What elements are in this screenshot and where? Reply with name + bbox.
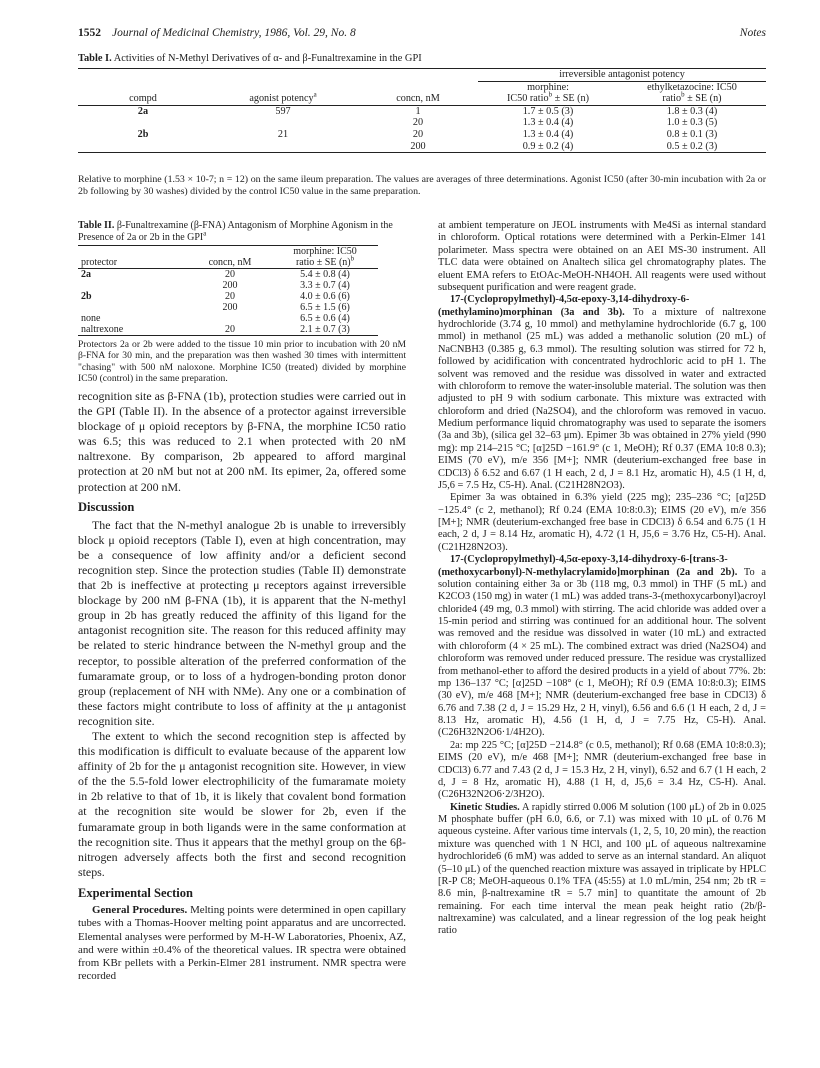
general-procedures-paragraph: General Procedures. Melting points were determined in open capillary tubes with a Thomas-Hoover melting point apparatus and are uncorrected. Elemental analyses were performed by M-H-W Laboratories, Phoenix, AZ, and were within ±0.4% of the theoretical values. IR spectra were obtained from KBr pellets with a Perkin-Elmer 281 instrument. NMR spectra were recorded — [78, 903, 407, 983]
kinetic-studies-paragraph: Kinetic Studies. A rapidly stirred 0.006 M solution (100 μL) of 2b in 0.025 M phosphate buffer (pH 6.0, 6.6, or 7.1) was mixed with 10 μL of 0.76 M aqueous cysteine. After various time intervals (1, 2, 5, 10, 20 min), the reaction mixture was quenched with 1 N HCl, and 100 μL of aqueous naltrexamine hydrochloride6 (6 mM) was added to serve as an internal standard. An aliquot (5–10 μL) of the quenched reaction mixture was assayed in triplicate by HPLC [R-P C8; MeOH-aqueous 0.1% TFA (45:55) at 1.0 mL/min, 254 nm; 2b tR = 8.6 min, β-naltrexamine tR = 5.7 min] to quantitate the amount of 2b remaining. For each time interval the mean peak height ratio (2b/β-naltrexamine) was calculated, and a linear regression of the log peak height ratio — [438, 801, 767, 937]
intro-paragraph: recognition site as β-FNA (1b), protection studies were carried out in the GPI (Table II). In the absence of a protector against irreversible blockage of μ opioid receptors by β-FNA, the morphine IC50 ratio was 6.5; this was reduced to 2.1 when protected with 20 nM naltrexone. By comparison, 2b appeared to afford marginal protection at 20 nM but not at 200 nM. Its epimer, 2a, offered some protection at 200 nM. — [78, 389, 407, 494]
table-row: 200 0.9 ± 0.2 (4) 0.5 ± 0.2 (3) — [78, 141, 766, 153]
journal-citation: Journal of Medicinal Chemistry, 1986, Vol. 29, No. 8 — [112, 27, 356, 39]
table2-header-ratio: ratio ± SE $(n)^b$ — [272, 257, 378, 269]
table1-header-concn: concn, nM — [358, 93, 478, 105]
table1-header-morphine: morphine: — [527, 81, 569, 93]
table1-title: Activities of N-Methyl Derivatives of α- and β-Funaltrexamine in the GPI — [113, 53, 422, 64]
table1-header-morphine-ratio: IC50 ratio$^b$ ± SE (n) — [478, 93, 618, 105]
table-row: 2a 20 5.4 ± 0.8 (4) — [81, 269, 350, 281]
table1-header-compd: compd — [78, 93, 208, 105]
table1-spanner: irreversible antagonist potency — [478, 69, 766, 82]
table-row: naltrexone 20 2.1 ± 0.7 (3) — [78, 324, 378, 336]
table1-header-agonist: agonist potency$^a$ — [208, 93, 358, 105]
table-row: 2b 21 20 1.3 ± 0.4 (4) 0.8 ± 0.1 (3) — [137, 128, 718, 140]
table2-label: Table II. — [78, 220, 115, 231]
table-row: 200 6.5 ± 1.5 (6) — [222, 302, 350, 314]
left-column — [78, 220, 406, 984]
table1-header-ekc: ethylketazocine: IC50 — [647, 81, 737, 93]
discussion-paragraph-1: The fact that the N-methyl analogue 2b is unable to irreversibly block μ opioid receptors (Table I), even at high concentration, may be a consequence of low affinity and/or a deficient second recognition step. Since the protection studies (Table II) demonstrate that 2b is ineffective at protecting μ receptors against irreversible blockage by 200 nM β-FNA (1b), it is apparent that the N-methyl group in 2b has greatly reduced the affinity of this ligand for the antagonist recognition site. The reason for this reduced affinity may be related to steric hindrance between the N-methyl group and the receptor, to possible alteration of the preferred conformation of the fumaramate group, or to loss of a hydrogen-bonding proton donor group (replacement of NH with NMe). Any one or a combination of these factors might contribute to loss of affinity at the μ antagonist recognition site. — [78, 517, 406, 728]
synthesis-2-paragraph: 17-(Cyclopropylmethyl)-4,5α-epoxy-3,14-dihydroxy-6-[trans-3-(methoxycarbonyl)-N-methylacrylamido]morphinan (2a and 2b). To a solution containing either 3a or 3b (118 mg, 0.3 mmol) in THF (5 mL) and K2CO3 (150 mg) in water (1 mL) was added trans-3-(methoxycarbonyl)acroyl chloride4 (49 mg, 0.3 mmol) with stirring. The acid chloride was added over a 15-min period and stirring was continued for an additional hour. The solvent was removed and the residue was dissolved in water (10 mL) and extracted with chloroform (4 × 25 mL). The combined extract was dried (Na2SO4) and chloroform was removed under reduced pressure. The residue was crystallized from methanol-ether to afford the desired products in a yield of about 77%. 2b: mp 136–137 °C; [α]25D −108° (c 1, MeOH); Rf 0.9 (EMA 10:8:0.3); EIMS (30 eV), m/e 468 [M+]; NMR (deuterium-exchanged free base in CDCl3) δ 6.76 and 7.38 (2 d, J = 15.29 Hz, 2 H, vinyl), 6.56 and 6.6 (1 H each, 2 d, J = 8.13 Hz, aromatic H), 4.56 (1 H, d, J = 7.75 Hz, C5-H). Anal. (C26H32N2O6·1/4H2O). — [438, 554, 767, 739]
table2 — [78, 245, 378, 336]
right-column — [438, 220, 766, 938]
running-header — [78, 27, 766, 43]
table2-header-protector: protector — [78, 257, 188, 269]
table1-footnote: Relative to morphine (1.53 × 10-7; n = 12) on the same ileum preparation. The values are averages of three determinations. Agonist IC50 (after 30-min incubation with 2a or 2b following by 30 washes) divided by the control IC50 value in the same preparation. — [78, 174, 766, 198]
table1 — [78, 68, 766, 153]
discussion-paragraph-2: The extent to which the second recognition step is affected by this modification is difficult to evaluate because of the apparent low affinity of 2b for the μ antagonist recognition site. However, in view of the the 5.5-fold lower electrophilicity of the fumaramate moiety in 2b relative to that of 1b, it is likely that covalent bond formation at the recognition site would be slower for 2b, even if the fumaramate group in both ligands were in the same conformation at the recognition site. Thus it appears that the methyl group on the 6β-nitrogen adversely affects both the first and second recognition steps. — [78, 728, 406, 879]
table-row: 20 1.3 ± 0.4 (4) 1.0 ± 0.3 (5) — [412, 117, 718, 129]
experimental-heading: Experimental Section — [78, 885, 193, 900]
table-row: 200 3.3 ± 0.7 (4) — [222, 280, 350, 292]
synthesis-3-paragraph: 17-(Cyclopropylmethyl)-4,5α-epoxy-3,14-dihydroxy-6-(methylamino)morphinan (3a and 3b). To a mixture of naltrexone hydrochloride (3.74 g, 10 mmol) and methylamine hydrochloride (6.7 g, 100 mmol) in methanol (25 mL) was added a methanolic solution (20 mL) of NaCNBH3 (0.385 g, 6.3 mmol). The resulting solution was stirred for 72 h, followed by acidification with concentrated hydrochloric acid to pH 1. The solvent was removed and the residue was dissolved in water and extracted with chloroform to remove the water-insoluble material. The solution was then adjusted to pH 9 with sodium carbonate. This mixture was extracted with chloroform and dried (Na2SO4), and the chloroform was removed in vacuo. Medium performance liquid chromatography was used to separate the isomers (3a and 3b), (silica gel 32–63 μm). Epimer 3b was obtained in 27% yield (990 mg): mp 214–215 °C; [α]25D −161.9° (c 1, MeOH); Rf 0.37 (EMA 10:8 0.3); EIMS (70 eV), m/e 356 [M+]; NMR (deuterium-exchanged free base in CDCl3) δ 6.52 and 6.67 (1 H each, 2 d, J = 8.1 Hz, aromatic H), 4.5 (1 H, d, J5,6 = 7.5 Hz, C5-H). Anal. (C21H28N2O3). — [438, 294, 767, 491]
table2-header-morphine: morphine: IC50 — [272, 246, 378, 258]
table1-label: Table I. — [78, 53, 112, 64]
table-row: 2a 597 1 1.7 ± 0.5 (3) 1.8 ± 0.3 (4) — [137, 105, 718, 117]
table1-caption — [78, 53, 766, 64]
table2-footnote: Protectors 2a or 2b were added to the tissue 10 min prior to incubation with 20 nM β-FNA for 30 min, and the preparation was then washed 30 times with intermittent "chasing" with 500 nM naloxone. Morphine IC50 (treated) divided by morphine IC50 (control) in the same preparation. — [78, 339, 406, 384]
table-row: none 6.5 ± 0.6 (4) — [81, 313, 350, 325]
table2-title: β-Funaltrexamine (β-FNA) Antagonism of Morphine Agonism in the Presence of 2a or 2b in the GPI — [78, 220, 393, 243]
compound-2a-paragraph: 2a: mp 225 °C; [α]25D −214.8° (c 0.5, methanol); Rf 0.68 (EMA 10:8:0.3); EIMS (20 eV), m/e 468 [M+]; NMR (deuterium-exchanged free base in CDCl3) 6.77 and 7.43 (2 d, J = 15.3 Hz, 2 H, vinyl), 6.52 and 6.7 (1 H each, 2 d, J = 8 Hz, aromatic H), 4.88 (1 H, d, J5,6 = 3.4 Hz, C5-H). Anal. (C26H32N2O6·2/3H2O). — [438, 739, 766, 801]
table1-header-ekc-ratio: ratio$^b$ ± SE (n) — [618, 93, 766, 105]
section-label: Notes — [739, 27, 766, 39]
discussion-heading: Discussion — [78, 499, 135, 514]
table-row: 2b 20 4.0 ± 0.6 (6) — [81, 291, 350, 303]
table2-caption: Table II. β-Funaltrexamine (β-FNA) Antagonism of Morphine Agonism in the Presence of 2a or 2b in the GPI$^a$ — [78, 220, 393, 243]
methods-paragraph: at ambient temperature on JEOL instruments with Me4Si as internal standard in chloroform. Optical rotations were determined with a Perkin-Elmer 141 polarimeter. Mass spectra were obtained on an AEI MS-30 instrument. All TLC data were obtained on Analtech silica gel chromatography plates. The eluent EMA refers to EtOAc-MeOH-NH4OH. All reagents were used without subsequent purification and were reagent grade. — [438, 220, 766, 293]
epimer-3a-paragraph: Epimer 3a was obtained in 6.3% yield (225 mg); 235–236 °C; [α]25D −125.4° (c 2, methanol); Rf 0.24 (EMA 10:8:0.3); EIMS (20 eV), m/e 356 [M+]; NMR (deuterium-exchanged free base in CDCl3) δ 6.54 and 6.75 (1 H each, 2 d, J = 8.14 Hz, aromatic H), 4.72 (1 H, J5,6 = 3.76 Hz, C5-H). Anal. (C21H28N2O3). — [438, 492, 766, 553]
table2-header-concn: concn, nM — [188, 257, 272, 269]
page-number: 1552 — [78, 27, 101, 39]
